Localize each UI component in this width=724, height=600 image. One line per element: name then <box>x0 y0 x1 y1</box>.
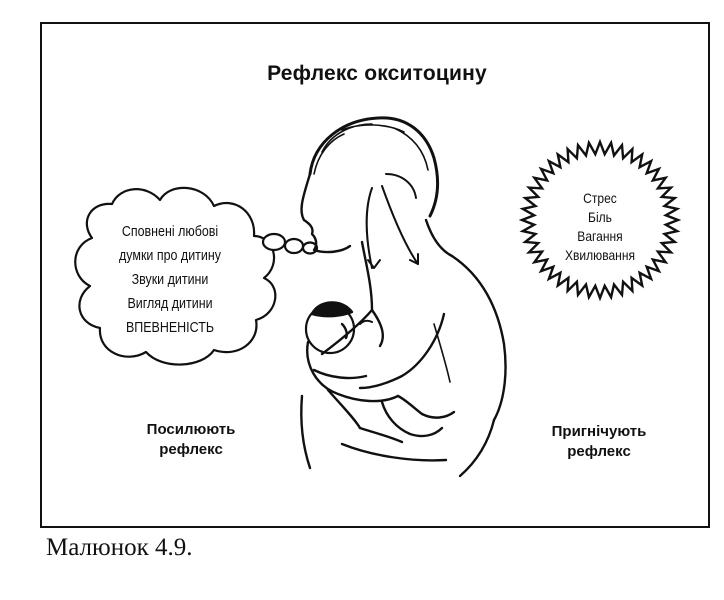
figure-caption: Малюнок 4.9. <box>46 534 193 561</box>
mother-and-baby-icon <box>301 118 505 476</box>
enhancer-item: Звуки дитини <box>131 272 209 288</box>
diagram-frame <box>40 22 710 528</box>
inhibitors-label <box>524 422 674 462</box>
inhibitors-label-line1: Пригнічують <box>551 423 647 440</box>
inhibitors-label-line2: рефлекс <box>567 443 631 460</box>
enhancers-label-line1: Посилюють <box>146 421 236 438</box>
enhancer-item: ВПЕВНЕНІСТЬ <box>125 320 215 336</box>
enhancers-list <box>101 220 239 340</box>
inhibitor-item: Біль <box>588 209 612 225</box>
inhibitor-item: Хвилювання <box>565 247 635 263</box>
inhibitor-item: Стрес <box>583 190 617 206</box>
enhancer-item: Сповнені любові <box>121 224 219 240</box>
enhancers-label-line2: рефлекс <box>159 441 223 458</box>
enhancers-label <box>116 420 266 460</box>
diagram-title: Рефлекс окситоцину <box>267 62 487 85</box>
enhancer-item: думки про дитину <box>119 248 221 264</box>
inhibitors-list <box>555 189 644 265</box>
inhibitor-item: Вагання <box>577 228 623 244</box>
enhancer-item: Вигляд дитини <box>127 296 213 312</box>
